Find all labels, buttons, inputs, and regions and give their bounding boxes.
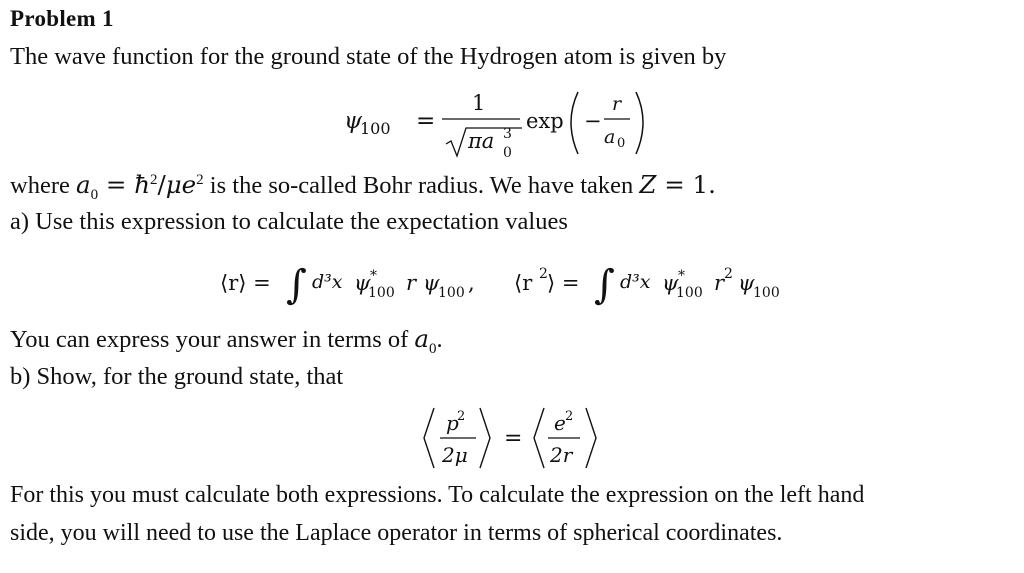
psi-conj-sub-2: 100 xyxy=(676,285,703,301)
r-factor: r xyxy=(406,271,417,295)
two-r: 2r xyxy=(550,443,573,467)
psi-conj-star-2: * xyxy=(678,268,685,284)
r-expectation-lhs: ⟨r⟩ = xyxy=(220,271,271,295)
virial-equation xyxy=(420,400,610,472)
two-mu: 2μ xyxy=(442,443,468,467)
psi-subscript: 100 xyxy=(360,119,391,138)
p-symbol: p xyxy=(446,411,459,435)
expectation-values-equation xyxy=(220,248,800,320)
r2-expectation-close: ⟩ = xyxy=(547,271,580,295)
r2-expectation-sup: 2 xyxy=(539,266,548,282)
r2-factor-sup: 2 xyxy=(724,266,733,282)
left-angle-2 xyxy=(534,408,544,468)
psi-conj-sub-1: 100 xyxy=(368,285,395,301)
right-angle-1 xyxy=(480,408,490,468)
p-sup: 2 xyxy=(457,409,466,424)
psi-1: ψ xyxy=(423,271,440,295)
fraction-numerator: 1 xyxy=(472,91,486,115)
minus-sign: − xyxy=(584,109,602,133)
denominator-pi-a: πa xyxy=(468,129,495,153)
equals-sign: = xyxy=(416,108,436,134)
inner-frac-num: r xyxy=(612,93,622,115)
e-sup: 2 xyxy=(565,409,574,424)
left-angle-1 xyxy=(424,408,434,468)
equals-sign-3: = xyxy=(504,426,523,451)
closing-line-2: side, you will need to use the Laplace operator in terms of spherical coordinates. xyxy=(10,520,783,546)
integral-sign-1: ∫ xyxy=(286,262,307,308)
psi-symbol: ψ xyxy=(344,108,363,134)
wave-function-equation xyxy=(330,86,670,162)
part-a-text: a) Use this expression to calculate the expectation values xyxy=(10,208,568,235)
integral-sign-2: ∫ xyxy=(594,262,615,308)
comma: , xyxy=(468,271,475,295)
bohr-radius-line: where $a_0$ = $ħ^2/\mu e^2$ is the so-called Bohr radius. We have taken Z = 1. xyxy=(10,170,716,203)
psi-conj-2: ψ xyxy=(662,271,679,295)
intro-text: The wave function for the ground state of the Hydrogen atom is given by xyxy=(10,43,727,70)
right-angle-2 xyxy=(586,408,596,468)
d3x-2: d³x xyxy=(620,271,651,293)
denominator-sub: 0 xyxy=(503,145,512,161)
denominator-sup: 3 xyxy=(503,126,512,142)
psi-sub-2: 100 xyxy=(753,285,780,301)
psi-conj-1: ψ xyxy=(354,271,371,295)
psi-sub-1: 100 xyxy=(438,285,465,301)
part-b-text: b) Show, for the ground state, that xyxy=(10,363,344,390)
problem-heading: Problem 1 xyxy=(10,6,114,31)
r2-expectation-open: ⟨r xyxy=(514,271,533,295)
answer-terms-line: You can express your answer in terms of $a_0$. xyxy=(10,324,443,357)
inner-frac-den-sub: 0 xyxy=(617,136,626,151)
r2-factor: r xyxy=(714,271,725,295)
e-symbol: e xyxy=(554,411,566,435)
right-paren xyxy=(636,92,643,154)
closing-line-1: For this you must calculate both expressions. To calculate the expression on the left hand xyxy=(10,482,865,508)
psi-conj-star-1: * xyxy=(370,268,377,284)
inner-frac-den: a xyxy=(604,126,616,148)
psi-2: ψ xyxy=(738,271,755,295)
left-paren xyxy=(571,92,578,154)
exp-label: exp xyxy=(526,109,564,133)
d3x-1: d³x xyxy=(312,271,343,293)
